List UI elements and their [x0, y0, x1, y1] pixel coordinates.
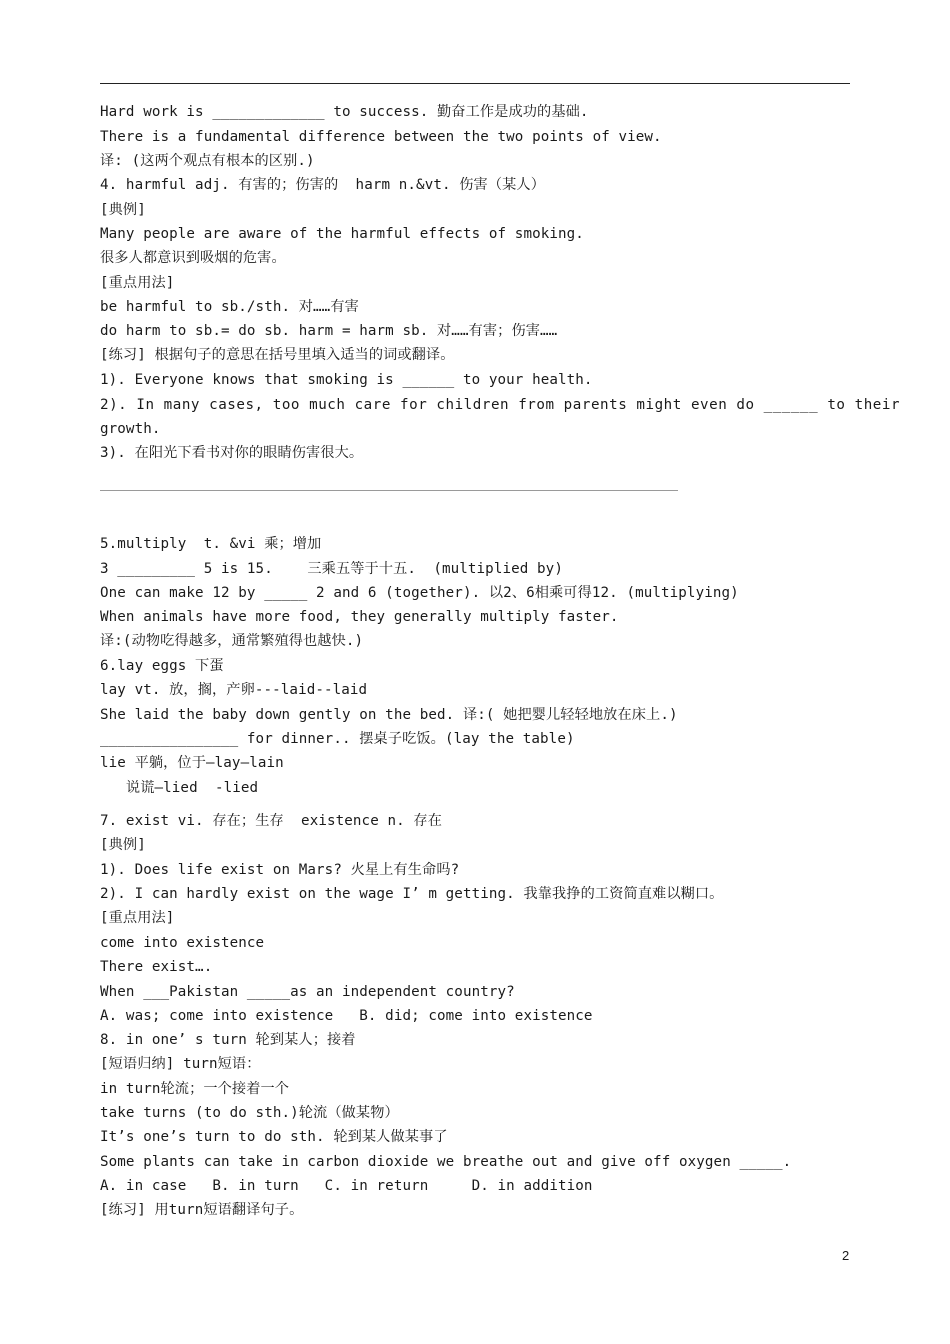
text-line: [典例] — [100, 837, 146, 853]
text-line: 3 _________ 5 is 15. 三乘五等于十五. (multiplied by) — [100, 561, 563, 577]
text-line: A. was; come into existence B. did; come into existence — [100, 1008, 593, 1024]
text-line: come into existence — [100, 935, 265, 951]
text-line: 3). 在阳光下看书对你的眼睛伤害很大。 — [100, 445, 364, 461]
section-heading: 7. exist vi. 存在；生存 existence n. 存在 — [100, 813, 442, 829]
text-line: [重点用法] — [100, 275, 175, 291]
text-line: There is a fundamental difference between the two points of view. — [100, 129, 662, 145]
page-number: 2 — [842, 1248, 850, 1263]
text-line: A. in case B. in turn C. in return D. in addition — [100, 1178, 593, 1194]
text-line: do harm to sb.= do sb. harm = harm sb. 对……有害；伤害…… — [100, 323, 558, 339]
text-line: 2). I can hardly exist on the wage I’ m getting. 我靠我挣的工资简直难以糊口。 — [100, 886, 724, 902]
answer-line — [100, 490, 678, 491]
section-heading: 5.multiply t. &vi 乘；增加 — [100, 536, 322, 552]
text-line: in turn轮流；一个接着一个 — [100, 1081, 290, 1097]
text-line: [重点用法] — [100, 910, 175, 926]
text-line: 译: (这两个观点有根本的区别.) — [100, 153, 315, 169]
text-line: Some plants can take in carbon dioxide we breathe out and give off oxygen _____. — [100, 1154, 792, 1170]
text-line: [典例] — [100, 202, 146, 218]
text-line: When animals have more food, they generally multiply faster. — [100, 609, 619, 625]
text-line: 很多人都意识到吸烟的危害。 — [100, 250, 286, 266]
text-line: lie 平躺，位于—lay—lain — [100, 755, 284, 771]
section-heading: 4. harmful adj. 有害的；伤害的 harm n.&vt. 伤害（某人） — [100, 177, 545, 193]
text-line: 说谎—lied -lied — [100, 780, 259, 796]
section-heading: 6.lay eggs 下蛋 — [100, 658, 224, 674]
text-line: ________________ for dinner.. 摆桌子吃饭。(lay the table) — [100, 731, 575, 747]
text-line: 译:(动物吃得越多，通常繁殖得也越快.) — [100, 633, 364, 649]
text-line: There exist…. — [100, 959, 213, 975]
text-line: [练习] 根据句子的意思在括号里填入适当的词或翻译。 — [100, 347, 455, 363]
text-line: She laid the baby down gently on the bed. 译:( 她把婴儿轻轻地放在床上.) — [100, 707, 678, 723]
text-line: take turns (to do sth.)轮流（做某物） — [100, 1105, 399, 1121]
text-line: It’s one’s turn to do sth. 轮到某人做某事了 — [100, 1129, 448, 1145]
text-line: [练习] 用turn短语翻译句子。 — [100, 1202, 304, 1218]
text-line: be harmful to sb./sth. 对……有害 — [100, 299, 359, 315]
section-heading: 8. in one’ s turn 轮到某人；接着 — [100, 1032, 356, 1048]
header-rule — [100, 83, 850, 84]
text-line: 1). Does life exist on Mars? 火星上有生命吗? — [100, 862, 460, 878]
text-line: growth. — [100, 421, 161, 437]
text-line: lay vt. 放，搁，产卵---laid--laid — [100, 682, 368, 698]
text-line: [短语归纳] turn短语： — [100, 1056, 261, 1072]
text-line: When ___Pakistan _____as an independent country? — [100, 984, 515, 1000]
text-line: Many people are aware of the harmful effects of smoking. — [100, 226, 584, 242]
text-line: One can make 12 by _____ 2 and 6 (together). 以2、6相乘可得12. (multiplying) — [100, 585, 739, 601]
text-line: 2). In many cases, too much care for children from parents might even do ______ to their — [100, 397, 901, 413]
text-line: 1). Everyone knows that smoking is ______ to your health. — [100, 372, 593, 388]
text-line: Hard work is _____________ to success. 勤奋工作是成功的基础. — [100, 104, 589, 120]
